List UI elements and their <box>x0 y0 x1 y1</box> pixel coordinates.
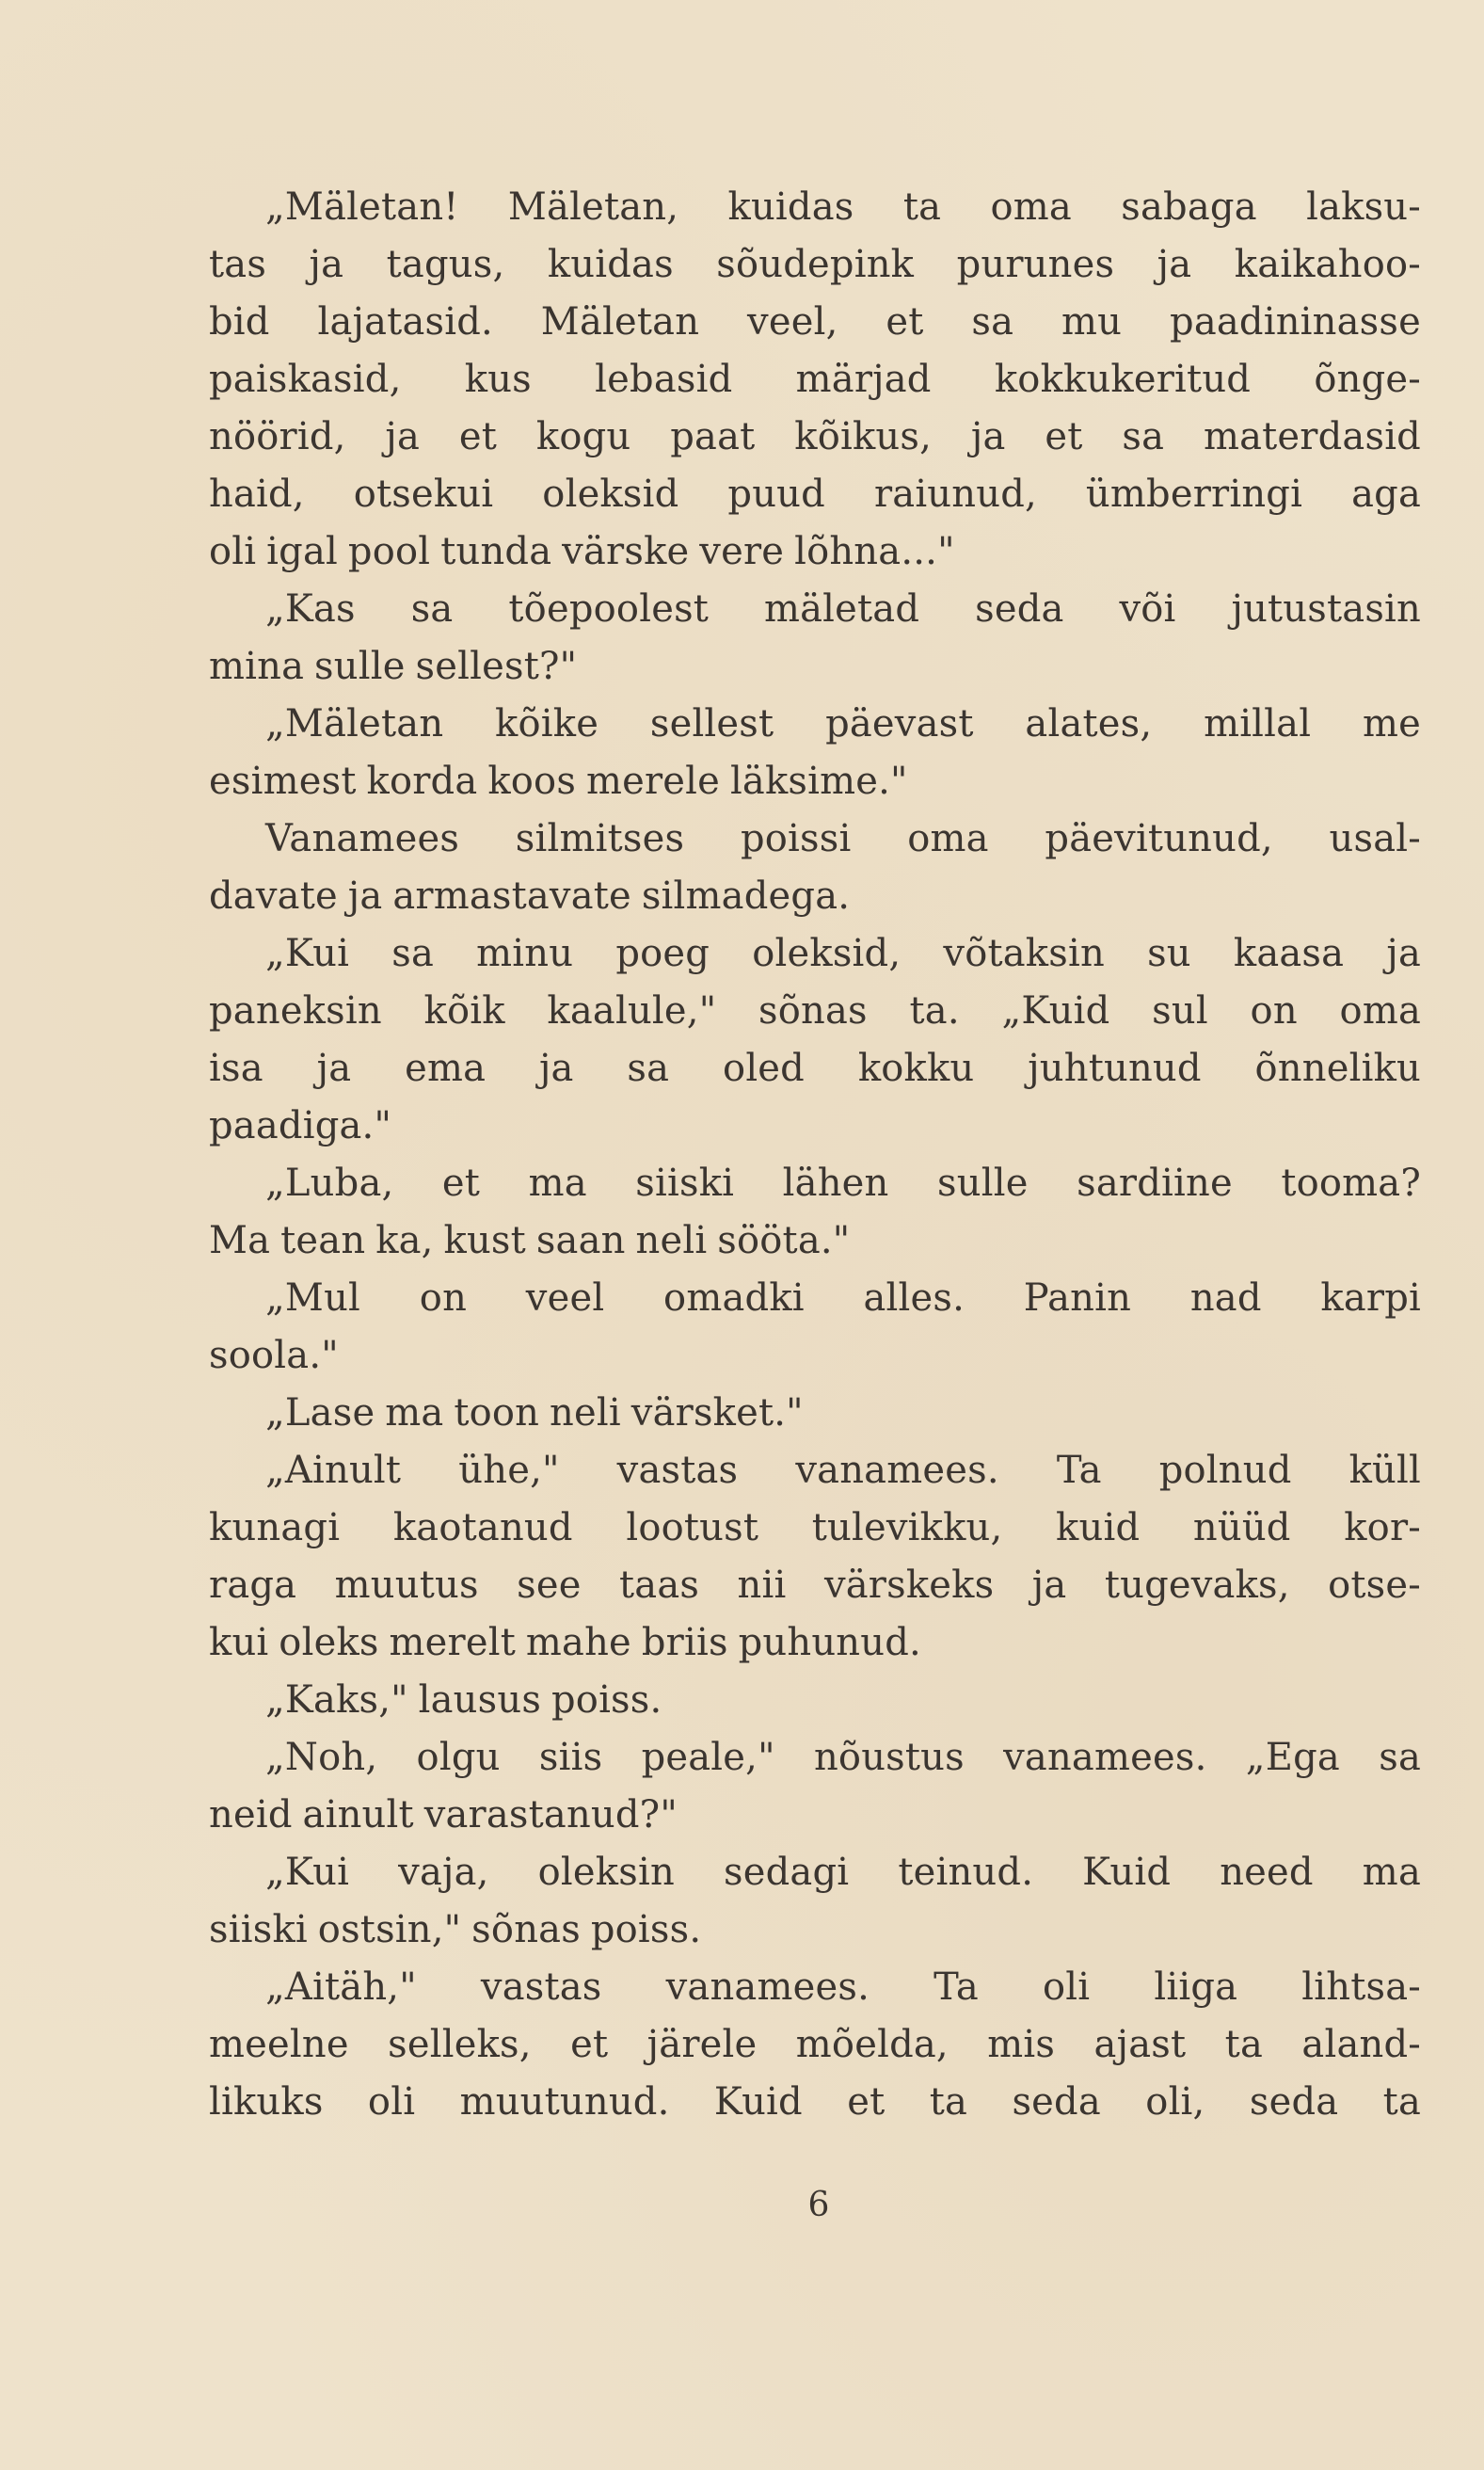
paragraph-first-line: „Luba, et ma siiski lähen sulle sardiine tooma? <box>265 1162 1421 1205</box>
text-line: meelne selleks, et järele mõelda, mis ajast ta aland- <box>209 2023 1421 2066</box>
text-line: paadiga." <box>209 1104 392 1147</box>
text-line: bid lajatasid. Mäletan veel, et sa mu paadininasse <box>209 300 1421 344</box>
paragraph-first-line: „Lase ma toon neli värsket." <box>265 1391 804 1435</box>
paragraph-first-line: „Ainult ühe," vastas vanamees. Ta polnud küll <box>265 1449 1421 1492</box>
text-line: siiski ostsin," sõnas poiss. <box>209 1908 702 1951</box>
text-line: raga muutus see taas nii värskeks ja tugevaks, otse- <box>209 1564 1421 1607</box>
text-line: haid, otsekui oleksid puud raiunud, ümberringi aga <box>209 473 1421 516</box>
paragraph-first-line: Vanamees silmitses poissi oma päevitunud, usal- <box>265 817 1421 860</box>
paragraph-first-line: „Kui sa minu poeg oleksid, võtaksin su kaasa ja <box>265 932 1421 975</box>
paragraph-first-line: „Kas sa tõepoolest mäletad seda või jutustasin <box>265 587 1421 631</box>
text-line: likuks oli muutunud. Kuid et ta seda oli, seda ta <box>209 2080 1421 2124</box>
paragraph-first-line: „Mäletan kõike sellest päevast alates, millal me <box>265 702 1421 746</box>
text-line: oli igal pool tunda värske vere lõhna..." <box>209 530 955 573</box>
paragraph-first-line: „Noh, olgu siis peale," nõustus vanamees. „Ega sa <box>265 1736 1421 1779</box>
page-number: 6 <box>807 2186 830 2224</box>
text-line: Ma tean ka, kust saan neli sööta." <box>209 1219 851 1262</box>
text-line: soola." <box>209 1334 339 1377</box>
paragraph-first-line: „Mäletan! Mäletan, kuidas ta oma sabaga laksu- <box>265 185 1421 229</box>
text-line: paiskasid, kus lebasid märjad kokkukeritud õnge- <box>209 358 1421 401</box>
paragraph-first-line: „Aitäh," vastas vanamees. Ta oli liiga lihtsa- <box>265 1965 1421 2009</box>
paragraph-first-line: „Kaks," lausus poiss. <box>265 1678 662 1722</box>
text-line: neid ainult varastanud?" <box>209 1793 678 1836</box>
text-line: kunagi kaotanud lootust tulevikku, kuid nüüd kor- <box>209 1506 1421 1549</box>
paragraph-first-line: „Kui vaja, oleksin sedagi teinud. Kuid need ma <box>265 1851 1421 1894</box>
body-text <box>209 179 1421 2131</box>
text-line: mina sulle sellest?" <box>209 645 578 688</box>
text-line: isa ja ema ja sa oled kokku juhtunud õnneliku <box>209 1047 1421 1090</box>
text-line: paneksin kõik kaalule," sõnas ta. „Kuid sul on oma <box>209 989 1421 1033</box>
text-line: esimest korda koos merele läksime." <box>209 760 908 803</box>
text-line: kui oleks merelt mahe briis puhunud. <box>209 1621 921 1664</box>
text-line: davate ja armastavate silmadega. <box>209 874 851 918</box>
paragraph-first-line: „Mul on veel omadki alles. Panin nad karpi <box>265 1276 1421 1320</box>
text-line: nöörid, ja et kogu paat kõikus, ja et sa materdasid <box>209 415 1421 458</box>
text-line: tas ja tagus, kuidas sõudepink purunes ja kaikahoo- <box>209 243 1421 286</box>
